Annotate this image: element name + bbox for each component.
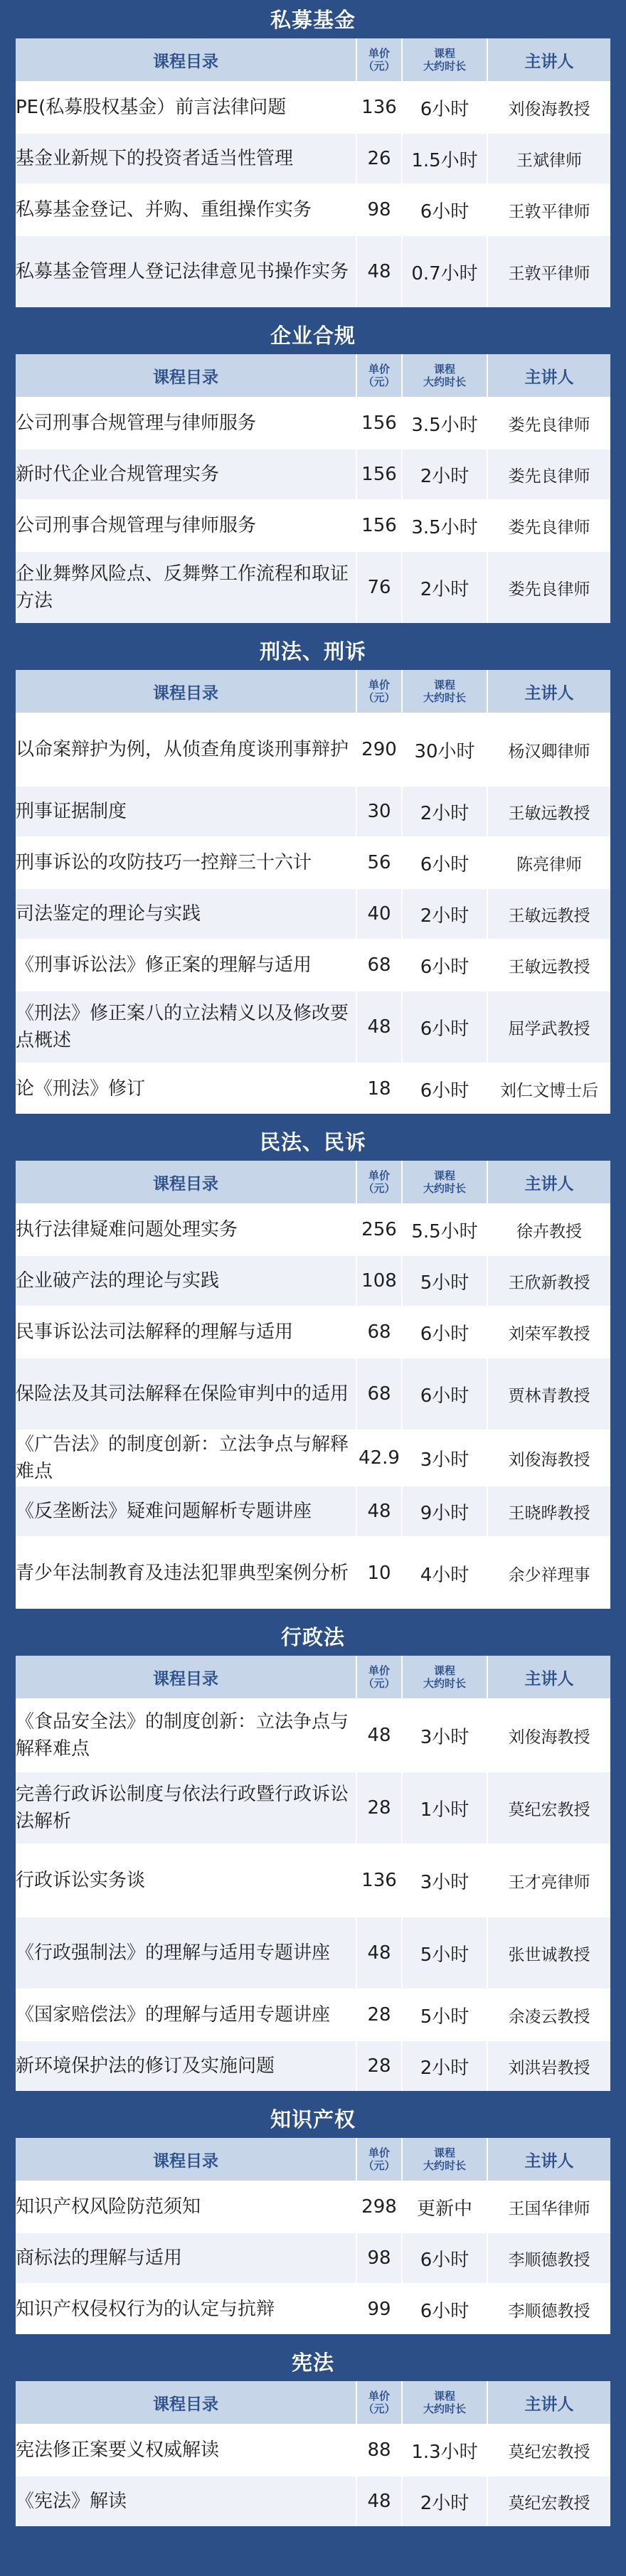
course-duration: 2小时 (403, 552, 488, 623)
table-row (16, 185, 610, 236)
table-header-row (16, 2381, 610, 2425)
course-price: 28 (357, 1772, 403, 1845)
header-duration-line2: 大约时长 (423, 691, 466, 704)
header-duration-line2: 大约时长 (423, 60, 466, 73)
course-duration: 6小时 (403, 1358, 488, 1431)
header-duration-line1: 课程 (433, 1664, 455, 1677)
header-course-name: 课程目录 (16, 38, 357, 83)
course-lecturer: 刘仁文博士后 (488, 1064, 610, 1114)
header-price-line1: 单价 (368, 678, 390, 691)
course-name: 青少年法制教育及违法犯罪典型案例分析 (16, 1538, 357, 1609)
course-duration: 2小时 (403, 787, 488, 838)
course-duration: 更新中 (403, 2182, 488, 2233)
course-name: 以命案辩护为例，从侦查角度谈刑事辩护 (16, 714, 357, 787)
header-price (357, 354, 403, 398)
course-price: 28 (357, 1990, 403, 2041)
course-name: 刑事诉讼的攻防技巧一控辩三十六计 (16, 838, 357, 889)
course-lecturer: 王欣新教授 (488, 1256, 610, 1307)
course-lecturer: 刘洪岩教授 (488, 2041, 610, 2091)
course-duration: 6小时 (403, 1064, 488, 1114)
course-name: 基金业新规下的投资者适当性管理 (16, 134, 357, 185)
table-row (16, 1256, 610, 1307)
table-row (16, 2041, 610, 2091)
table-row (16, 1772, 610, 1845)
course-price: 156 (357, 398, 403, 449)
course-lecturer: 徐卉教授 (488, 1205, 610, 1256)
table-row (16, 2182, 610, 2233)
course-name: 论《刑法》修订 (16, 1064, 357, 1114)
table-row (16, 1845, 610, 1917)
course-name: 知识产权侵权行为的认定与抗辩 (16, 2284, 357, 2334)
course-name: 知识产权风险防范须知 (16, 2182, 357, 2233)
course-price: 68 (357, 1307, 403, 1358)
course-duration: 5小时 (403, 1990, 488, 2041)
section-title: 行政法 (280, 1625, 345, 1649)
course-lecturer: 王敦平律师 (488, 236, 610, 307)
table-header-row (16, 354, 610, 398)
course-name: 保险法及其司法解释在保险审判中的适用 (16, 1358, 357, 1431)
course-price: 26 (357, 134, 403, 185)
course-duration: 3小时 (403, 1700, 488, 1772)
course-name: 《广告法》的制度创新：立法争点与解释难点 (16, 1431, 357, 1486)
table-header-row (16, 1656, 610, 1700)
course-lecturer: 娄先良律师 (488, 449, 610, 501)
header-duration (403, 354, 488, 398)
course-name: 公司刑事合规管理与律师服务 (16, 501, 357, 552)
header-price-line2: （元） (363, 1677, 396, 1690)
course-price: 42.9 (357, 1431, 403, 1486)
header-course-name: 课程目录 (16, 1656, 357, 1700)
table-row (16, 398, 610, 449)
course-price: 48 (357, 991, 403, 1064)
section-title: 刑法、刑诉 (259, 639, 366, 664)
course-section (16, 1, 610, 307)
course-duration: 6小时 (403, 838, 488, 889)
course-duration: 1小时 (403, 1772, 488, 1845)
course-duration: 2小时 (403, 449, 488, 501)
table-row (16, 2233, 610, 2284)
course-table (16, 2381, 610, 2526)
table-row (16, 714, 610, 787)
course-duration: 9小时 (403, 1486, 488, 1538)
course-price: 28 (357, 2041, 403, 2091)
header-duration (403, 1161, 488, 1205)
course-lecturer: 屈学武教授 (488, 991, 610, 1064)
course-duration: 6小时 (403, 2233, 488, 2284)
course-name: 新时代企业合规管理实务 (16, 449, 357, 501)
header-duration-line1: 课程 (433, 2390, 455, 2402)
header-duration-line2: 大约时长 (423, 1677, 466, 1690)
course-duration: 3.5小时 (403, 501, 488, 552)
course-lecturer: 王敦平律师 (488, 185, 610, 236)
course-price: 76 (357, 552, 403, 623)
header-lecturer: 主讲人 (488, 354, 610, 398)
course-price: 136 (357, 83, 403, 134)
course-duration: 6小时 (403, 991, 488, 1064)
course-price: 98 (357, 2233, 403, 2284)
course-lecturer: 刘俊海教授 (488, 1431, 610, 1486)
header-lecturer: 主讲人 (488, 38, 610, 83)
course-section (16, 2344, 610, 2526)
header-price-line1: 单价 (368, 363, 390, 376)
course-table (16, 1656, 610, 2091)
table-row (16, 1538, 610, 1609)
course-lecturer: 王国华律师 (488, 2182, 610, 2233)
course-lecturer: 莫纪宏教授 (488, 2425, 610, 2476)
header-duration-line1: 课程 (433, 47, 455, 60)
table-header-row (16, 670, 610, 714)
course-duration: 3小时 (403, 1431, 488, 1486)
course-table (16, 38, 610, 307)
table-row (16, 1431, 610, 1486)
table-row (16, 501, 610, 552)
course-lecturer: 王敏远教授 (488, 787, 610, 838)
header-duration (403, 2138, 488, 2182)
course-price: 68 (357, 940, 403, 991)
header-price-line2: （元） (363, 2159, 396, 2172)
course-price: 298 (357, 2182, 403, 2233)
course-name: PE(私募股权基金）前言法律问题 (16, 83, 357, 134)
table-row (16, 940, 610, 991)
course-duration: 5小时 (403, 1917, 488, 1990)
course-name: 宪法修正案要义权威解读 (16, 2425, 357, 2476)
course-price: 156 (357, 449, 403, 501)
course-lecturer: 王敏远教授 (488, 889, 610, 940)
section-title: 知识产权 (270, 2107, 356, 2131)
header-price-line2: （元） (363, 60, 396, 73)
course-name: 企业破产法的理论与实践 (16, 1256, 357, 1307)
course-lecturer: 杨汉卿律师 (488, 714, 610, 787)
header-duration-line1: 课程 (433, 2146, 455, 2159)
course-name: 企业舞弊风险点、反舞弊工作流程和取证方法 (16, 552, 357, 623)
table-row (16, 1700, 610, 1772)
course-price: 290 (357, 714, 403, 787)
header-price (357, 1656, 403, 1700)
course-lecturer: 娄先良律师 (488, 552, 610, 623)
header-price (357, 1161, 403, 1205)
course-name: 《食品安全法》的制度创新：立法争点与解释难点 (16, 1700, 357, 1772)
table-header-row (16, 2138, 610, 2182)
header-price-line2: （元） (363, 1182, 396, 1195)
course-lecturer: 莫纪宏教授 (488, 1772, 610, 1845)
header-duration (403, 38, 488, 83)
course-price: 48 (357, 1486, 403, 1538)
course-lecturer: 王才亮律师 (488, 1845, 610, 1917)
header-lecturer: 主讲人 (488, 2138, 610, 2182)
course-price: 10 (357, 1538, 403, 1609)
course-duration: 6小时 (403, 1307, 488, 1358)
header-course-name: 课程目录 (16, 354, 357, 398)
table-row (16, 1205, 610, 1256)
course-duration: 5小时 (403, 1256, 488, 1307)
course-name: 私募基金管理人登记法律意见书操作实务 (16, 236, 357, 307)
course-duration: 1.3小时 (403, 2425, 488, 2476)
course-lecturer: 刘俊海教授 (488, 83, 610, 134)
course-price: 40 (357, 889, 403, 940)
header-duration-line1: 课程 (433, 363, 455, 376)
course-duration: 6小时 (403, 185, 488, 236)
header-course-name: 课程目录 (16, 2381, 357, 2425)
course-lecturer: 娄先良律师 (488, 398, 610, 449)
header-duration-line1: 课程 (433, 678, 455, 691)
table-row (16, 1358, 610, 1431)
section-title: 民法、民诉 (259, 1130, 366, 1154)
course-name: 新环境保护法的修订及实施问题 (16, 2041, 357, 2091)
header-duration-line2: 大约时长 (423, 2402, 466, 2415)
course-lecturer: 余凌云教授 (488, 1990, 610, 2041)
header-lecturer: 主讲人 (488, 1161, 610, 1205)
header-price (357, 38, 403, 83)
course-lecturer: 李顺德教授 (488, 2233, 610, 2284)
header-duration-line1: 课程 (433, 1169, 455, 1182)
course-lecturer: 贾林青教授 (488, 1358, 610, 1431)
course-price: 48 (357, 1700, 403, 1772)
course-lecturer: 陈亮律师 (488, 838, 610, 889)
header-price-line1: 单价 (368, 1169, 390, 1182)
course-table (16, 354, 610, 623)
course-price: 108 (357, 1256, 403, 1307)
course-price: 136 (357, 1845, 403, 1917)
header-course-name: 课程目录 (16, 1161, 357, 1205)
course-duration: 3.5小时 (403, 398, 488, 449)
table-row (16, 1486, 610, 1538)
table-row (16, 1064, 610, 1114)
course-name: 《刑法》修正案八的立法精义以及修改要点概述 (16, 991, 357, 1064)
course-price: 98 (357, 185, 403, 236)
course-lecturer: 王晓晔教授 (488, 1486, 610, 1538)
table-row (16, 552, 610, 623)
course-price: 48 (357, 236, 403, 307)
course-name: 《宪法》解读 (16, 2476, 357, 2526)
course-name: 《国家赔偿法》的理解与适用专题讲座 (16, 1990, 357, 2041)
header-price-line2: （元） (363, 691, 396, 704)
course-section (16, 317, 610, 623)
course-table (16, 2138, 610, 2334)
course-price: 56 (357, 838, 403, 889)
course-lecturer: 娄先良律师 (488, 501, 610, 552)
course-price: 256 (357, 1205, 403, 1256)
course-price: 99 (357, 2284, 403, 2334)
header-course-name: 课程目录 (16, 670, 357, 714)
course-section (16, 633, 610, 1114)
course-duration: 6小时 (403, 83, 488, 134)
course-duration: 2小时 (403, 889, 488, 940)
course-duration: 6小时 (403, 940, 488, 991)
header-price-line1: 单价 (368, 1664, 390, 1677)
course-lecturer: 王斌律师 (488, 134, 610, 185)
table-row (16, 236, 610, 307)
course-name: 《刑事诉讼法》修正案的理解与适用 (16, 940, 357, 991)
header-price (357, 2381, 403, 2425)
header-duration (403, 670, 488, 714)
course-duration: 3小时 (403, 1845, 488, 1917)
course-duration: 5.5小时 (403, 1205, 488, 1256)
course-lecturer: 余少祥理事 (488, 1538, 610, 1609)
course-name: 商标法的理解与适用 (16, 2233, 357, 2284)
course-price: 30 (357, 787, 403, 838)
table-row (16, 449, 610, 501)
course-price: 48 (357, 2476, 403, 2526)
table-row (16, 991, 610, 1064)
table-row (16, 787, 610, 838)
course-section (16, 2101, 610, 2334)
table-row (16, 2425, 610, 2476)
course-lecturer: 刘荣军教授 (488, 1307, 610, 1358)
table-row (16, 1917, 610, 1990)
table-row (16, 1990, 610, 2041)
table-row (16, 2284, 610, 2334)
header-lecturer: 主讲人 (488, 670, 610, 714)
course-duration: 4小时 (403, 1538, 488, 1609)
course-lecturer: 王敏远教授 (488, 940, 610, 991)
table-row (16, 134, 610, 185)
course-name: 刑事证据制度 (16, 787, 357, 838)
table-row (16, 1307, 610, 1358)
section-title: 宪法 (291, 2351, 334, 2375)
course-price: 68 (357, 1358, 403, 1431)
course-section (16, 1124, 610, 1609)
table-header-row (16, 38, 610, 83)
course-name: 执行法律疑难问题处理实务 (16, 1205, 357, 1256)
header-price-line1: 单价 (368, 2390, 390, 2402)
header-lecturer: 主讲人 (488, 1656, 610, 1700)
course-name: 公司刑事合规管理与律师服务 (16, 398, 357, 449)
header-price-line1: 单价 (368, 2146, 390, 2159)
course-duration: 30小时 (403, 714, 488, 787)
course-price: 48 (357, 1917, 403, 1990)
header-price-line2: （元） (363, 376, 396, 388)
course-name: 完善行政诉讼制度与依法行政暨行政诉讼法解析 (16, 1772, 357, 1845)
course-price: 156 (357, 501, 403, 552)
course-lecturer: 刘俊海教授 (488, 1700, 610, 1772)
course-name: 司法鉴定的理论与实践 (16, 889, 357, 940)
course-price: 18 (357, 1064, 403, 1114)
course-table (16, 670, 610, 1114)
course-name: 行政诉讼实务谈 (16, 1845, 357, 1917)
header-course-name: 课程目录 (16, 2138, 357, 2182)
course-duration: 2小时 (403, 2476, 488, 2526)
course-lecturer: 莫纪宏教授 (488, 2476, 610, 2526)
course-section (16, 1619, 610, 2091)
table-row (16, 838, 610, 889)
course-name: 《行政强制法》的理解与适用专题讲座 (16, 1917, 357, 1990)
course-name: 民事诉讼法司法解释的理解与适用 (16, 1307, 357, 1358)
course-duration: 0.7小时 (403, 236, 488, 307)
header-duration (403, 2381, 488, 2425)
section-title: 私募基金 (270, 8, 356, 32)
section-title: 企业合规 (270, 324, 356, 348)
course-duration: 2小时 (403, 2041, 488, 2091)
course-lecturer: 张世诚教授 (488, 1917, 610, 1990)
header-price-line2: （元） (363, 2402, 396, 2415)
header-price (357, 670, 403, 714)
header-price-line1: 单价 (368, 47, 390, 60)
header-price (357, 2138, 403, 2182)
table-row (16, 2476, 610, 2526)
course-price: 88 (357, 2425, 403, 2476)
table-row (16, 889, 610, 940)
header-duration-line2: 大约时长 (423, 376, 466, 388)
header-duration-line2: 大约时长 (423, 1182, 466, 1195)
course-duration: 1.5小时 (403, 134, 488, 185)
header-duration-line2: 大约时长 (423, 2159, 466, 2172)
header-lecturer: 主讲人 (488, 2381, 610, 2425)
course-table (16, 1161, 610, 1609)
course-duration: 6小时 (403, 2284, 488, 2334)
course-name: 私募基金登记、并购、重组操作实务 (16, 185, 357, 236)
table-header-row (16, 1161, 610, 1205)
table-row (16, 83, 610, 134)
course-lecturer: 李顺德教授 (488, 2284, 610, 2334)
course-name: 《反垄断法》疑难问题解析专题讲座 (16, 1486, 357, 1538)
header-duration (403, 1656, 488, 1700)
